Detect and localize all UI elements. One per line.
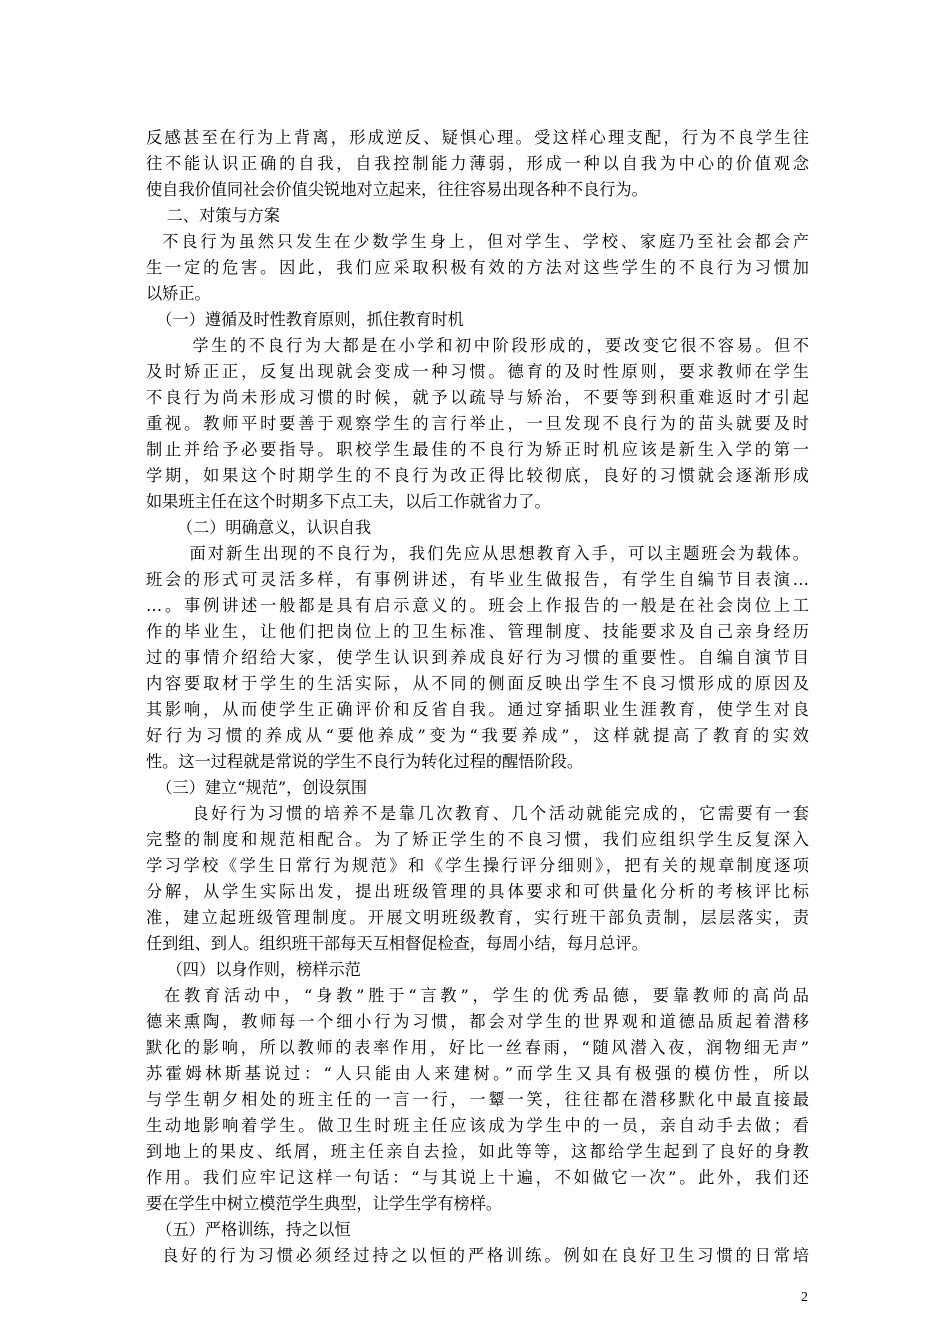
text-line: 往不能认识正确的自我，自我控制能力薄弱，形成一种以自我为中心的价值观念 bbox=[146, 154, 809, 173]
text-line: 到地上的果皮、纸屑，班主任亲自去捡，如此等等，这都给学生起到了良好的身教 bbox=[146, 1142, 809, 1161]
text-line: 要在学生中树立模范学生典型，让学生学有榜样。 bbox=[146, 1194, 503, 1213]
text-line: 完整的制度和规范相配合。为了矫正学生的不良习惯，我们应组织学生反复深入 bbox=[146, 830, 809, 849]
text-line: 分解，从学生实际出发，提出班级管理的具体要求和可供量化分析的考核评比标 bbox=[146, 882, 809, 901]
text-line: 学生的不良行为大都是在小学和初中阶段形成的，要改变它很不容易。但不 bbox=[146, 336, 809, 355]
text-line: 良好的行为习惯必须经过持之以恒的严格训练。例如在良好卫生习惯的日常培 bbox=[146, 1246, 809, 1265]
text-line: 学期，如果这个时期学生的不良行为改正得比较彻底，良好的习惯就会逐渐形成 bbox=[146, 466, 809, 485]
text-line: 苏霍姆林斯基说过：“人只能由人来建树。”而学生又具有极强的模仿性，所以 bbox=[146, 1064, 809, 1083]
text-line: 作用。我们应牢记这样一句话：“与其说上十遍，不如做它一次”。此外，我们还 bbox=[146, 1168, 809, 1187]
text-line: 重视。教师平时要善于观察学生的言行举止，一旦发现不良行为的苗头就要及时 bbox=[146, 414, 809, 433]
text-line: （五）严格训练，持之以恒 bbox=[146, 1220, 351, 1239]
text-line: 任到组、到人。组织班干部每天互相督促检查，每周小结，每月总评。 bbox=[146, 934, 648, 953]
text-line: 学习学校《学生日常行为规范》和《学生操行评分细则》，把有关的规章制度逐项 bbox=[146, 856, 809, 875]
page-number: 2 bbox=[801, 1290, 808, 1305]
text-line: 默化的影响，所以教师的表率作用，好比一丝春雨，“随风潜入夜，润物细无声” bbox=[146, 1038, 809, 1057]
text-line: 好行为习惯的养成从“要他养成”变为“我要养成”，这样就提高了教育的实效 bbox=[146, 726, 809, 745]
text-line: 不良行为虽然只发生在少数学生身上，但对学生、学校、家庭乃至社会都会产 bbox=[146, 232, 809, 251]
text-line: 过的事情介绍给大家，使学生认识到养成良好行为习惯的重要性。自编自演节目 bbox=[146, 648, 809, 667]
text-line: 良好行为习惯的培养不是靠几次教育、几个活动就能完成的，它需要有一套 bbox=[146, 804, 809, 823]
text-line: 内容要取材于学生的生活实际，从不同的侧面反映出学生不良习惯形成的原因及 bbox=[146, 674, 809, 693]
text-line: …。事例讲述一般都是具有启示意义的。班会上作报告的一般是在社会岗位上工 bbox=[146, 596, 809, 615]
text-line: 班会的形式可灵活多样，有事例讲述，有毕业生做报告，有学生自编节目表演… bbox=[146, 570, 809, 589]
text-line: 不良行为尚未形成习惯的时候，就予以疏导与矫治，不要等到积重难返时才引起 bbox=[146, 388, 809, 407]
text-line: 德来熏陶，教师每一个细小行为习惯，都会对学生的世界观和道德品质起着潜移 bbox=[146, 1012, 809, 1031]
text-line: （四）以身作则，榜样示范 bbox=[146, 960, 361, 979]
text-line: （二）明确意义，认识自我 bbox=[146, 518, 372, 537]
text-line: 性。这一过程就是常说的学生不良行为转化过程的醒悟阶段。 bbox=[146, 752, 584, 771]
text-line: 在教育活动中，“身教”胜于“言教”，学生的优秀品德，要靠教师的高尚品 bbox=[146, 986, 809, 1005]
text-line: 及时矫正正，反复出现就会变成一种习惯。德育的及时性原则，要求教师在学生 bbox=[146, 362, 809, 381]
text-line: 如果班主任在这个时期多下点工夫，以后工作就省力了。 bbox=[146, 492, 551, 511]
text-line: 生动地影响着学生。做卫生时班主任应该成为学生中的一员，亲自动手去做；看 bbox=[146, 1116, 809, 1135]
text-line: 准，建立起班级管理制度。开展文明班级教育，实行班干部负责制，层层落实，责 bbox=[146, 908, 809, 927]
text-line: 使自我价值同社会价值尖锐地对立起来，往往容易出现各种不良行为。 bbox=[146, 180, 648, 199]
text-line: 制止并给予必要指导。职校学生最佳的不良行为矫正时机应该是新生入学的第一 bbox=[146, 440, 809, 459]
text-line: 作的毕业生，让他们把岗位上的卫生标准、管理制度、技能要求及自己亲身经历 bbox=[146, 622, 809, 641]
text-line: 其影响，从而使学生正确评价和反省自我。通过穿插职业生涯教育，使学生对良 bbox=[146, 700, 809, 719]
text-line: 面对新生出现的不良行为，我们先应从思想教育入手，可以主题班会为载体。 bbox=[146, 544, 809, 563]
text-line: 以矫正。 bbox=[146, 284, 211, 303]
text-line: 二、对策与方案 bbox=[146, 206, 280, 225]
text-line: （三）建立“规范”，创设氛围 bbox=[146, 778, 368, 797]
text-line: 与学生朝夕相处的班主任的一言一行，一颦一笑，往往都在潜移默化中最直接最 bbox=[146, 1090, 809, 1109]
text-line: （一）遵循及时性教育原则，抓住教育时机 bbox=[146, 310, 464, 329]
text-line: 生一定的危害。因此，我们应采取积极有效的方法对这些学生的不良行为习惯加 bbox=[146, 258, 809, 277]
text-line: 反感甚至在行为上背离，形成逆反、疑惧心理。受这样心理支配，行为不良学生往 bbox=[146, 128, 809, 147]
